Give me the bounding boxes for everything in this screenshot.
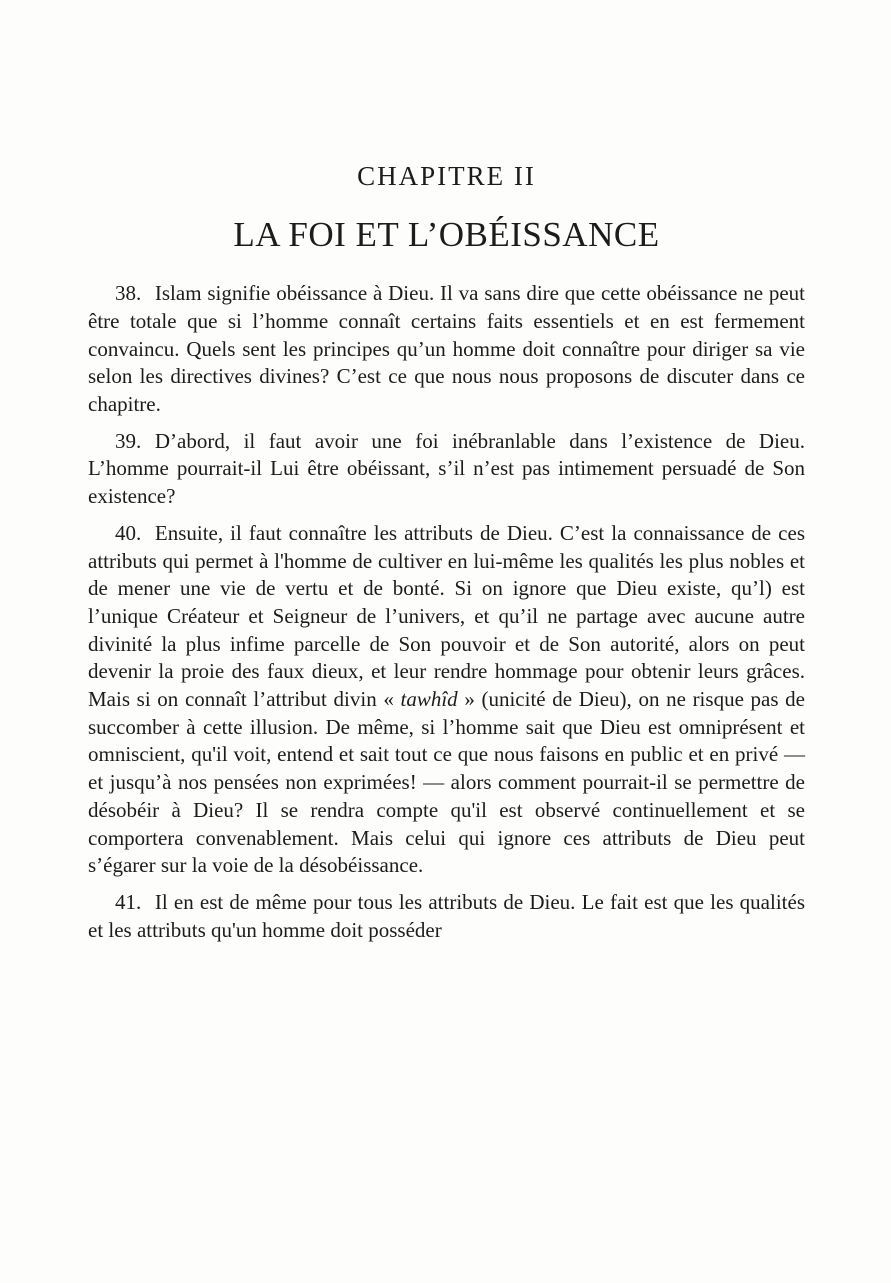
text-run: Il en est de même pour tous les attributs de Dieu. Le fait est que les qualités et les attributs qu'un homme doit posséder [88, 889, 805, 942]
paragraph-number: 41. [115, 889, 142, 914]
text-run: Ensuite, il faut connaître les attributs de Dieu. C’est la connaissance de ces attributs qui permet à l'homme de cultiver en lui-même les qualités les plus nobles et de mener une vie de vertu et de bonté. Si on ignore que Dieu existe, qu’l) est l’unique Créateur et Seigneur de l’univers, et qu’il ne partage avec aucune autre divinité la plus infime parcelle de Son pouvoir et de Son autorité, alors on peut devenir la proie des faux dieux, et leur rendre hommage pour obtenir leurs grâces. Mais si on connaît l’attribut divin « [88, 520, 805, 712]
text-run: D’abord, il faut avoir une foi inébranlable dans l’existence de Dieu. L’homme pourrait-il Lui être obéissant, s’il n’est pas intimement persuadé de Son existence? [88, 428, 805, 509]
text-run: » (unicité de Dieu), on ne risque pas de succomber à cette illusion. De même, si l’homme sait que Dieu est omniprésent et omniscient, qu'il voit, entend et sait tout ce que nous faisons en public et en privé — et jusqu’à nos pensées non exprimées! — alors comment pourrait-il se permettre de désobéir à Dieu? Il se rendra compte qu'il est observé continuellement et se comportera convenablement. Mais celui qui ignore ces attributs de Dieu peut s’égarer sur la voie de la désobéissance. [88, 687, 805, 878]
paragraph-40 [88, 520, 805, 880]
paragraph-39 [88, 428, 805, 511]
italic-term: tawhîd [400, 687, 458, 712]
page-body [88, 280, 805, 944]
paragraph-number: 40. [115, 520, 142, 545]
paragraph-number: 38. [115, 281, 142, 306]
paragraph-38 [88, 280, 805, 419]
text-run: Islam signifie obéissance à Dieu. Il va sans dire que cette obéissance ne peut être totale que si l’homme connaît certains faits essentiels et en est fermement convaincu. Quels sent les principes qu’un homme doit connaître pour diriger sa vie selon les directives divines? C’est ce que nous nous proposons de discuter dans ce chapitre. [88, 281, 805, 416]
paragraph-41 [88, 889, 805, 944]
chapter-title: LA FOI ET L’OBÉISSANCE [233, 214, 660, 254]
paragraph-number: 39. [115, 428, 142, 453]
chapter-heading: CHAPITRE II [357, 161, 536, 191]
